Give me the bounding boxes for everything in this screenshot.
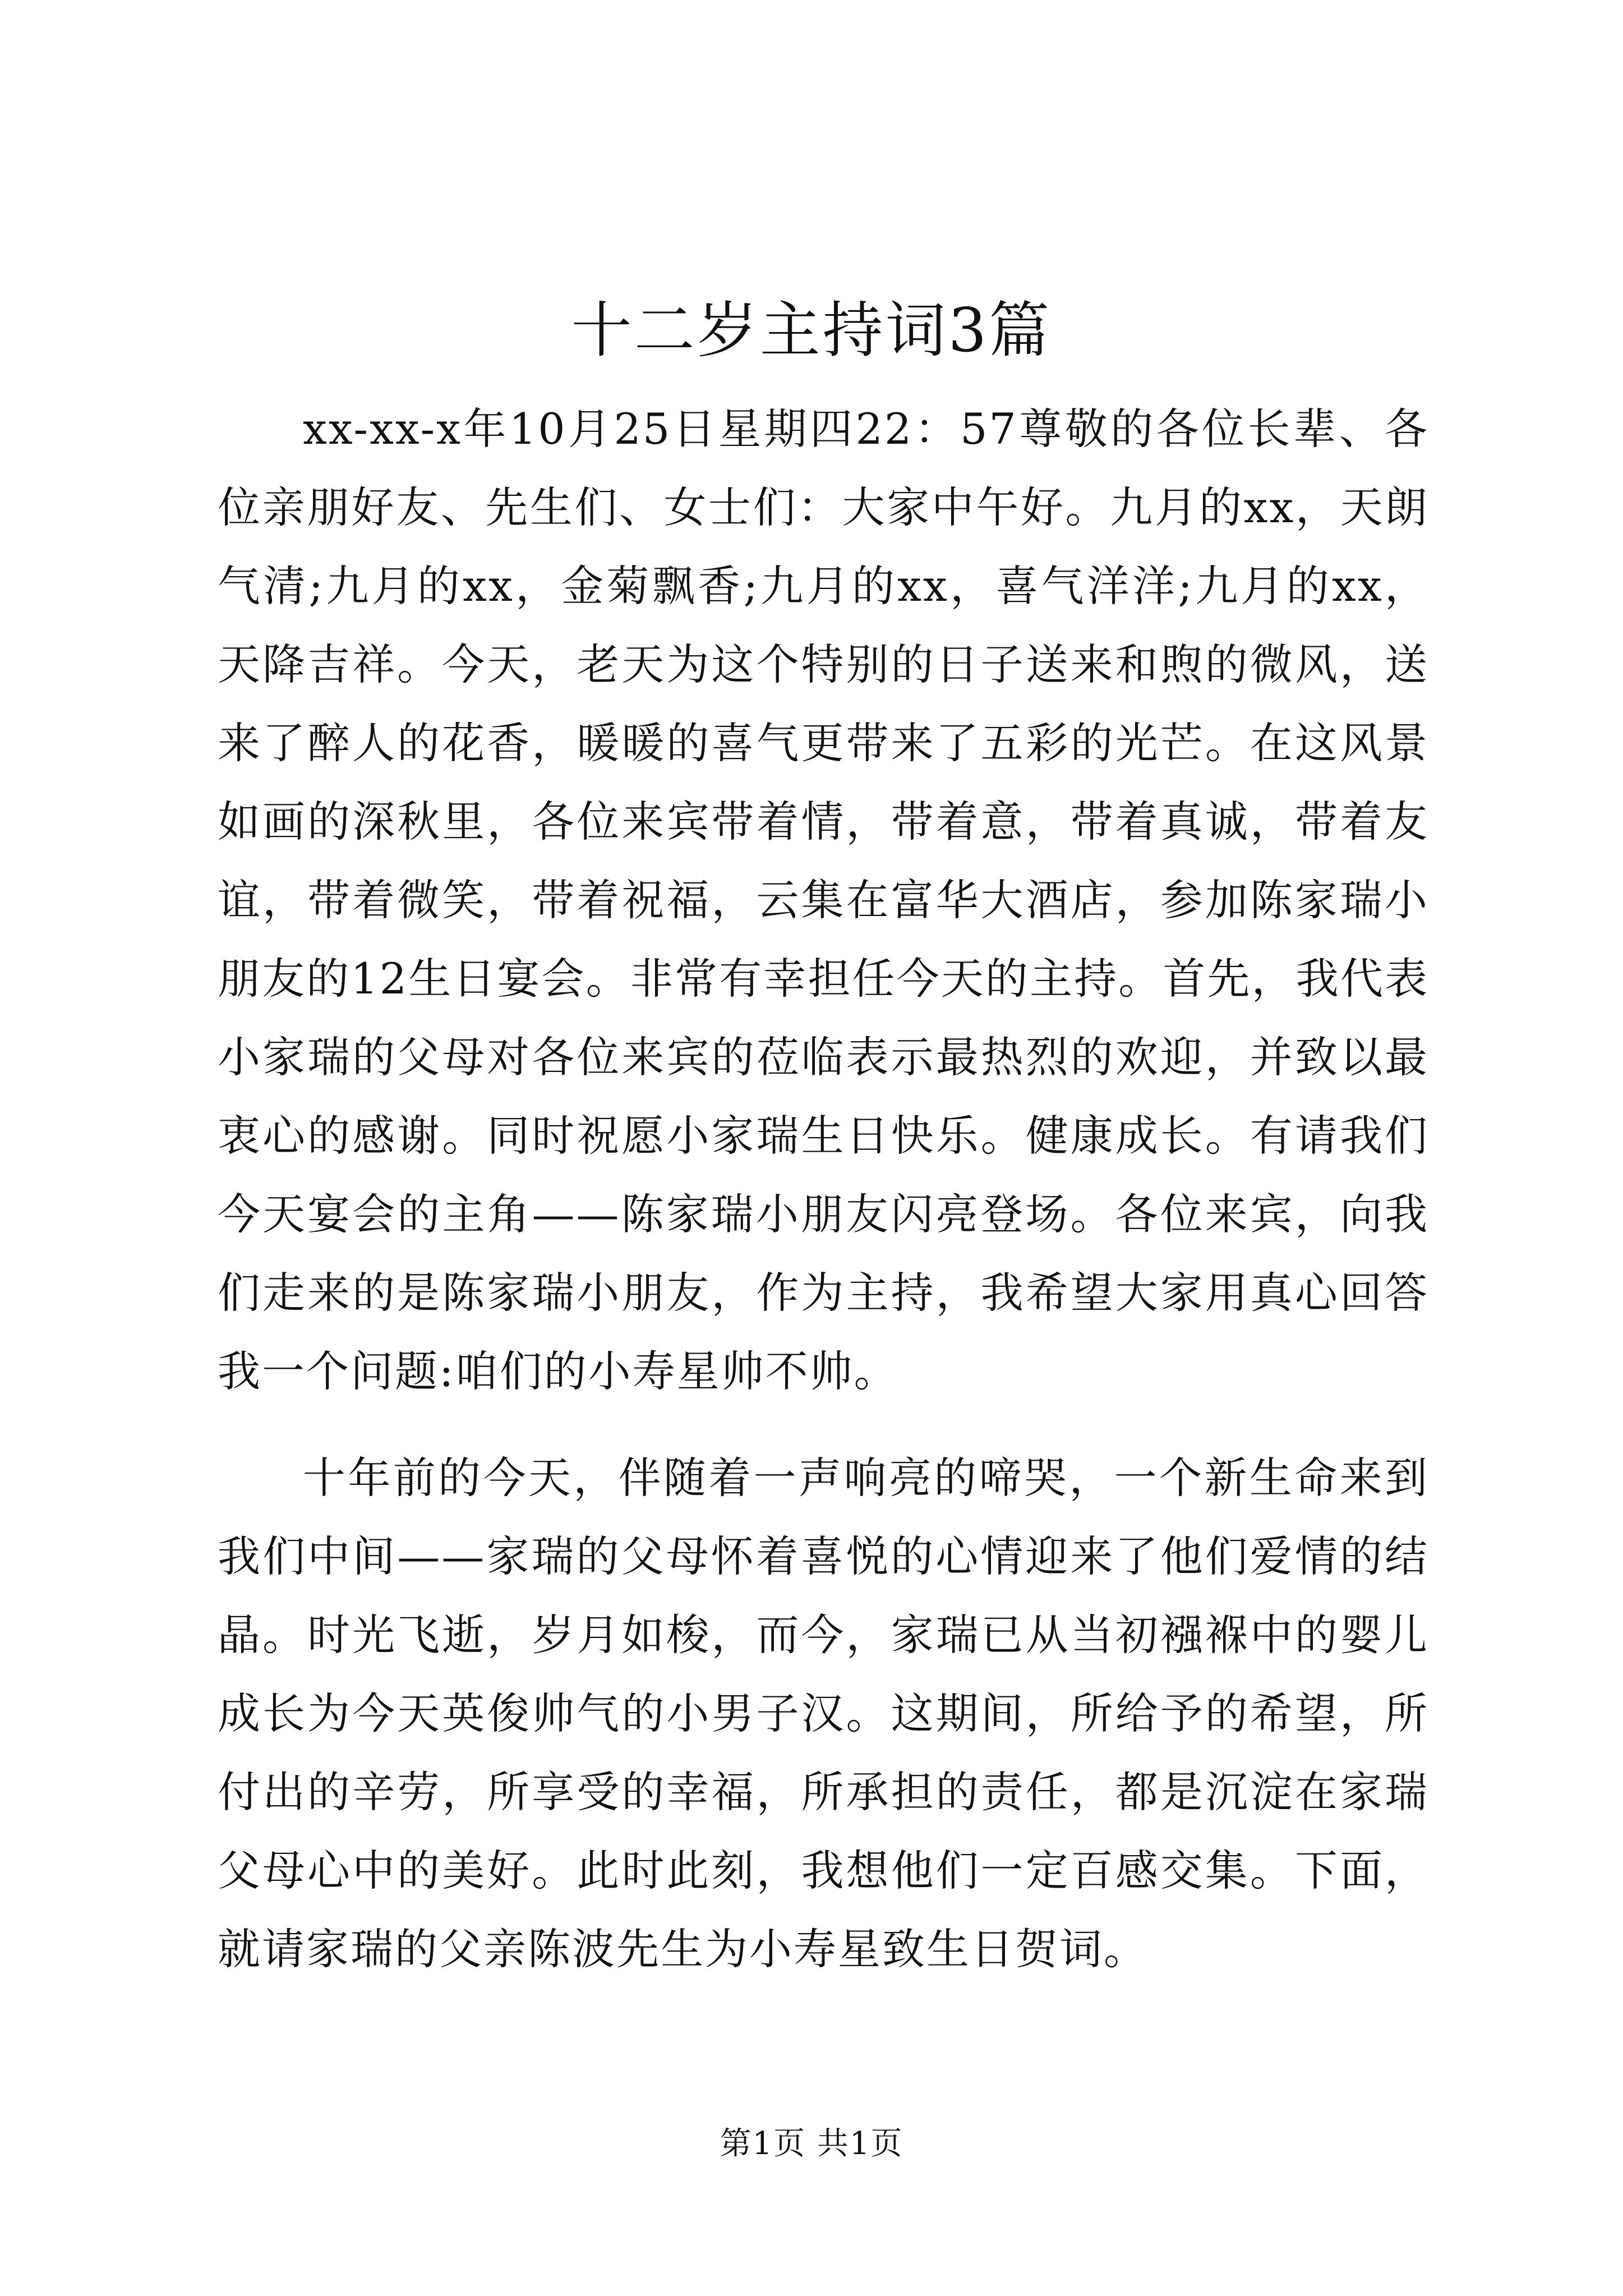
paragraph-2: 十年前的今天，伴随着一声响亮的啼哭，一个新生命来到我们中间——家瑞的父母怀着喜悦的心情迎来了他们爱情的结晶。时光飞逝，岁月如梭，而今，家瑞已从当初襁褓中的婴儿成长为今天英俊帅气的小男子汉。这期间，所给予的希望，所付出的辛劳，所享受的幸福，所承担的责任，都是沉淀在家瑞父母心中的美好。此时此刻，我想他们一定百感交集。下面，就请家瑞的父亲陈波先生为小寿星致生日贺词。 (218, 1453, 1429, 1974)
document-title: 十二岁主持词3篇 (571, 296, 1052, 366)
document-body (218, 390, 1429, 1989)
paragraph-1: xx-xx-x年10月25日星期四22：57尊敬的各位长辈、各位亲朋好友、先生们、女士们：大家中午好。九月的xx，天朗气清;九月的xx，金菊飘香;九月的xx，喜气洋洋;九月的xx，天降吉祥。今天，老天为这个特别的日子送来和煦的微风，送来了醉人的花香，暖暖的喜气更带来了五彩的光芒。在这风景如画的深秋里，各位来宾带着情，带着意，带着真诚，带着友谊，带着微笑，带着祝福，云集在富华大酒店，参加陈家瑞小朋友的12生日宴会。非常有幸担任今天的主持。首先，我代表小家瑞的父母对各位来宾的莅临表示最热烈的欢迎，并致以最衷心的感谢。同时祝愿小家瑞生日快乐。健康成长。有请我们今天宴会的主角——陈家瑞小朋友闪亮登场。各位来宾，向我们走来的是陈家瑞小朋友，作为主持，我希望大家用真心回答我一个问题:咱们的小寿星帅不帅。 (218, 404, 1429, 1396)
page-footer: 第1页 共1页 (720, 2125, 903, 2162)
